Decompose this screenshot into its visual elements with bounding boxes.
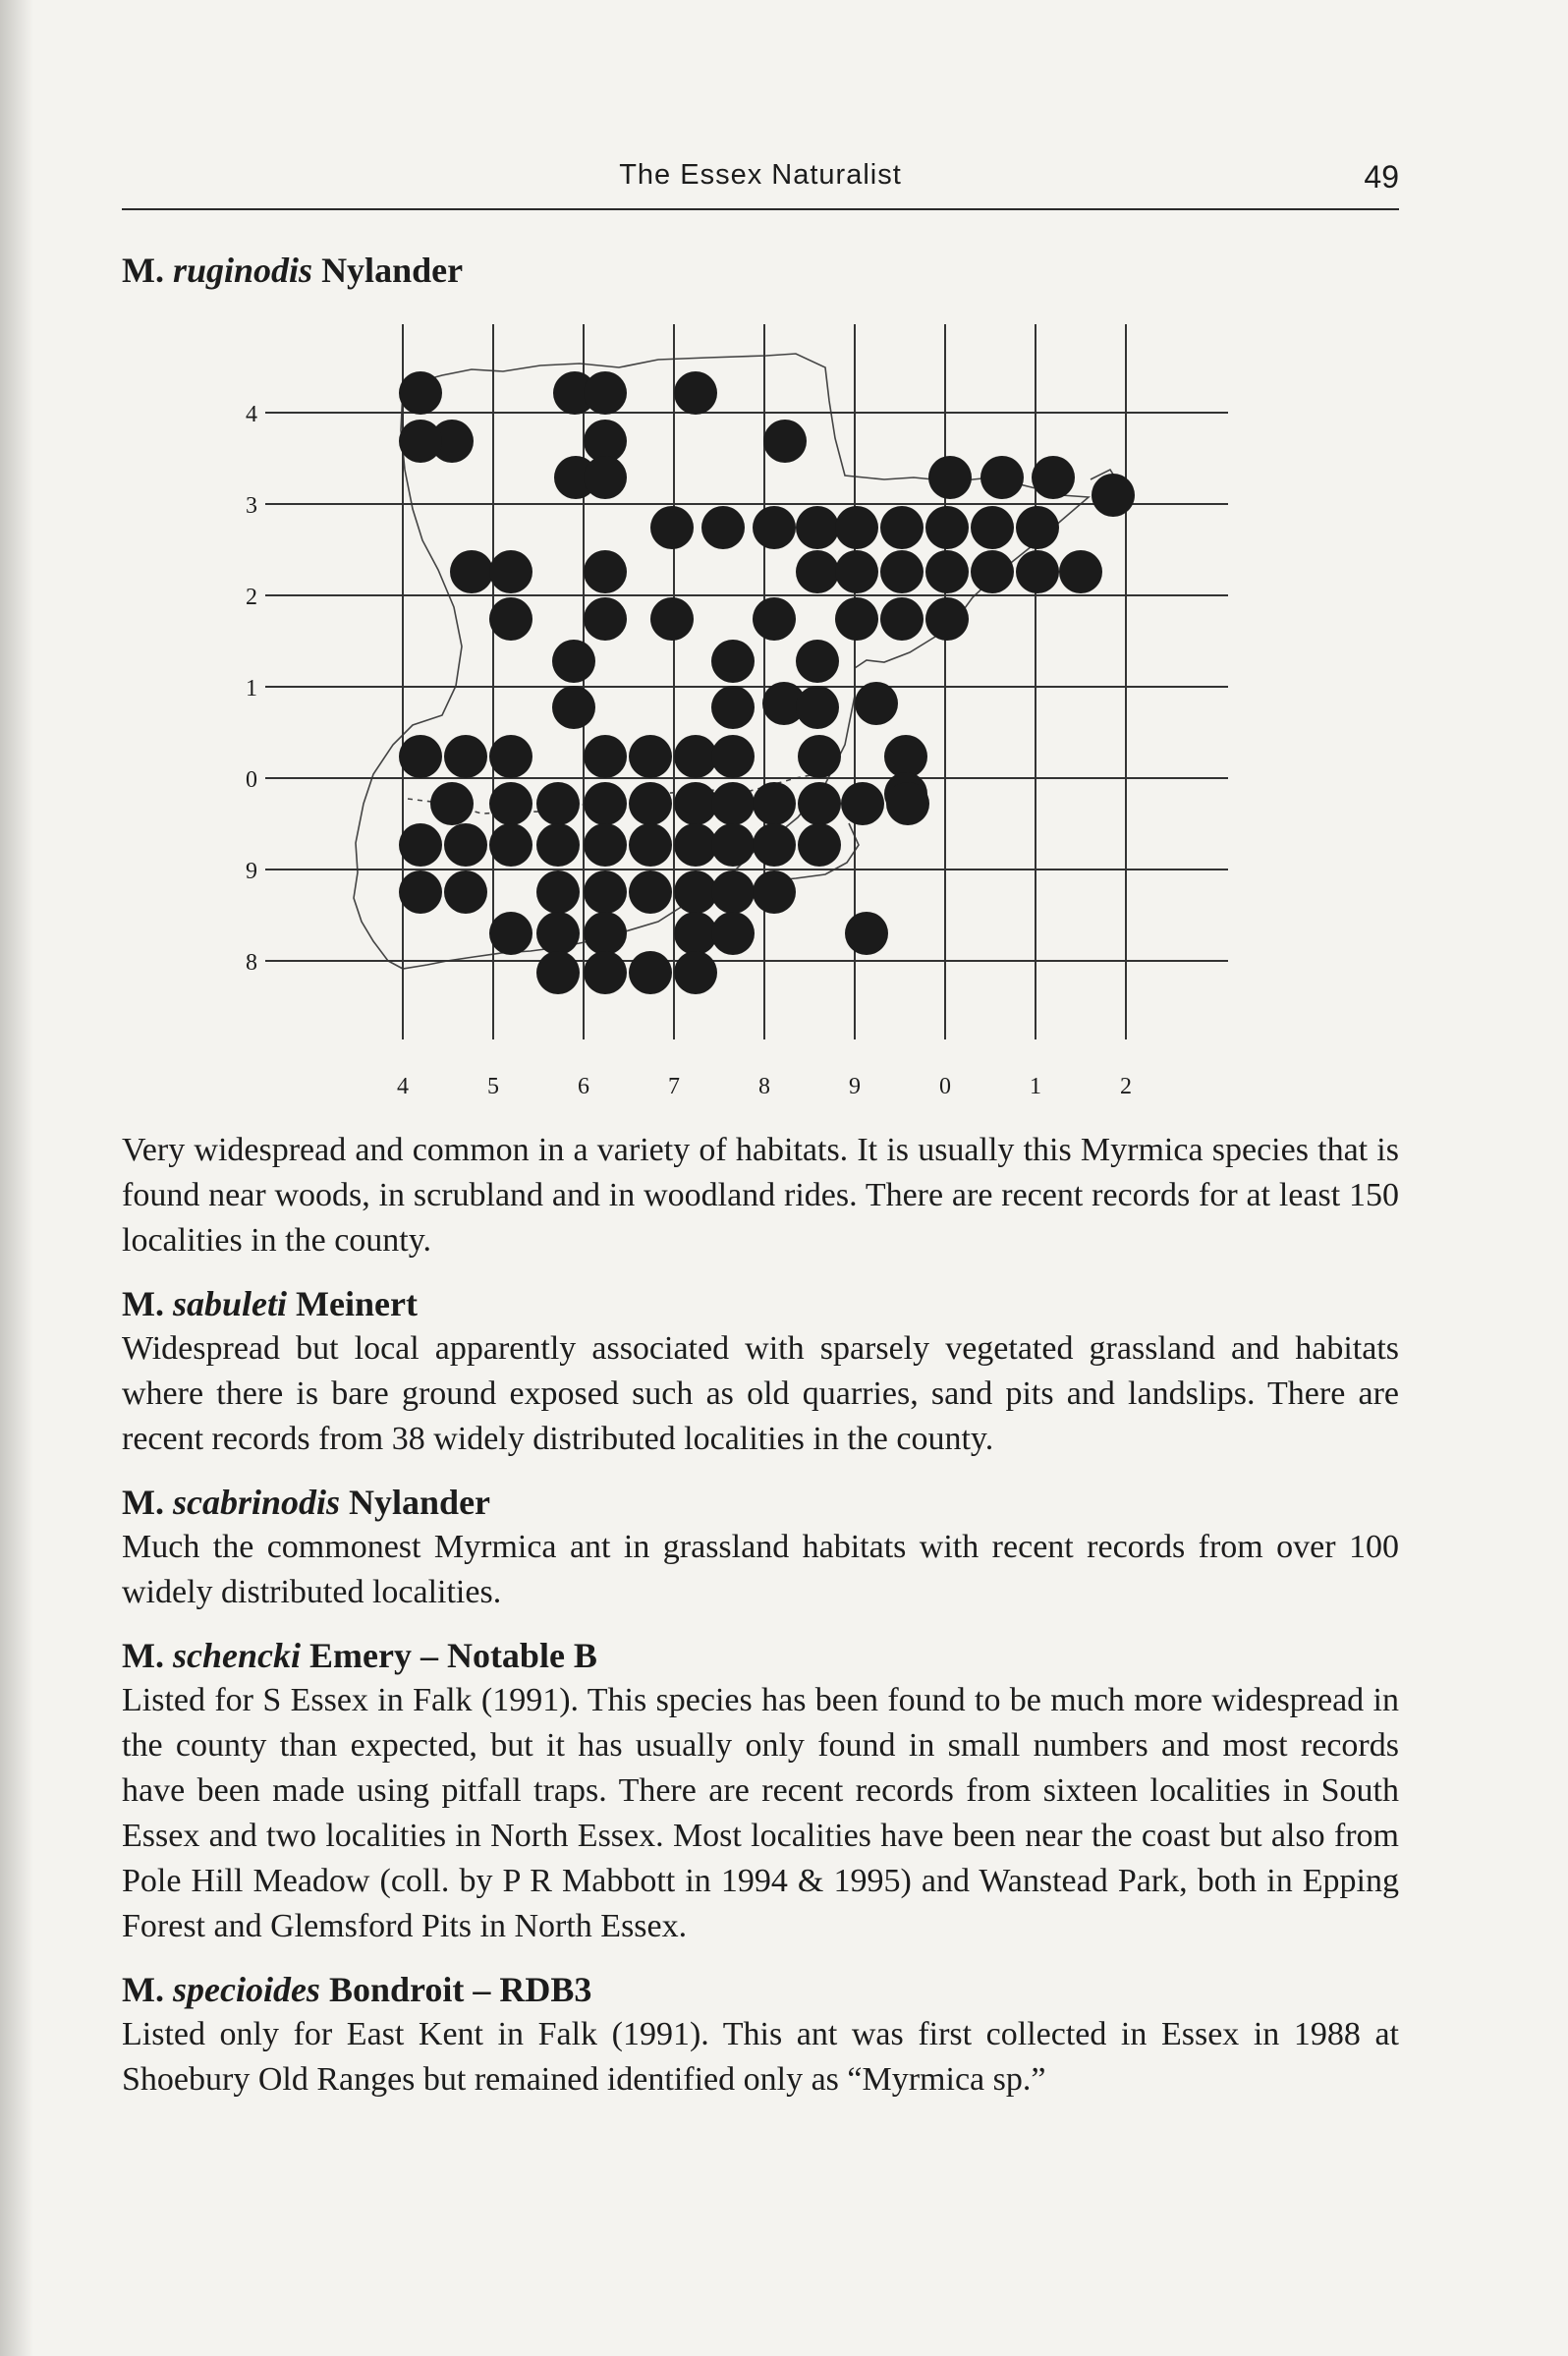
- record-dot: [650, 597, 694, 641]
- record-dot: [489, 912, 532, 955]
- record-dot: [711, 640, 755, 683]
- species-heading-scabrinodis: [122, 1480, 1399, 1525]
- record-dot: [1059, 550, 1102, 593]
- map-row-label: 0: [246, 767, 257, 793]
- record-dot: [536, 951, 580, 994]
- record-dot: [711, 823, 755, 867]
- species-entry-schencki: [122, 1633, 1399, 1949]
- record-dot: [753, 597, 796, 641]
- record-dot: [884, 735, 927, 778]
- record-dot: [753, 823, 796, 867]
- record-dot: [753, 506, 796, 549]
- record-dot: [1016, 550, 1059, 593]
- record-dot: [629, 782, 672, 825]
- record-dot: [536, 912, 580, 955]
- map-col-label: 0: [939, 1074, 951, 1098]
- species-epithet: sabuleti: [172, 1284, 287, 1323]
- record-dot: [584, 735, 627, 778]
- record-dot: [444, 823, 487, 867]
- record-dot: [886, 782, 929, 825]
- species-author: Nylander: [321, 251, 464, 290]
- record-dot: [650, 506, 694, 549]
- map-col-label: 7: [668, 1074, 680, 1098]
- map-col-label: 9: [849, 1074, 861, 1098]
- record-dot: [798, 823, 841, 867]
- species-text-schencki: Listed for S Essex in Falk (1991). This species has been found to be much more widespread in the county than expected, but it has usually only found in small numbers and most records have been made using pitfall traps. There are recent records from sixteen localities in South Essex and two localities in North Essex. Most localities have been near the coast but also from Pole Hill Meadow (coll. by P R Mabbott in 1994 & 1995) and Wanstead Park, both in Epping Forest and Glemsford Pits in North Essex.: [122, 1682, 1399, 1944]
- record-dot: [489, 823, 532, 867]
- record-dot: [711, 912, 755, 955]
- record-dot: [536, 870, 580, 914]
- record-dot: [584, 870, 627, 914]
- record-dot: [674, 371, 717, 415]
- record-dot: [763, 420, 807, 463]
- species-text-scabrinodis: Much the commonest Myrmica ant in grassland habitats with recent records from over 100 widely distributed localities.: [122, 1529, 1399, 1610]
- record-dot: [629, 735, 672, 778]
- map-row-labels: [246, 402, 257, 976]
- record-dot: [711, 870, 755, 914]
- map-row-label: 4: [246, 402, 257, 427]
- record-dot: [845, 912, 888, 955]
- species-epithet: specioides: [172, 1970, 320, 2009]
- map-row-label: 3: [246, 493, 257, 519]
- record-dot: [711, 735, 755, 778]
- record-dot: [552, 686, 595, 729]
- record-dot: [701, 506, 745, 549]
- species-text-ruginodis: Very widespread and common in a variety of habitats. It is usually this Myrmica species that is found near woods, in scrubland and in woodland rides. There are recent records for at least 150 localities in the county.: [122, 1132, 1399, 1259]
- species-author: Meinert: [296, 1284, 418, 1323]
- record-dot: [399, 420, 442, 463]
- map-row-label: 9: [246, 859, 257, 884]
- record-dot: [925, 550, 969, 593]
- record-dot: [444, 870, 487, 914]
- page-edge-shadow: [0, 0, 33, 2356]
- distribution-map: [246, 312, 1248, 1098]
- record-dot: [796, 550, 839, 593]
- record-dot: [489, 782, 532, 825]
- record-dot: [880, 506, 924, 549]
- record-dot: [711, 686, 755, 729]
- species-heading-ruginodis: [122, 250, 463, 291]
- record-dot: [674, 912, 717, 955]
- genus-abbrev: M.: [122, 1483, 164, 1522]
- record-dot: [835, 597, 878, 641]
- record-dot: [798, 782, 841, 825]
- record-dot: [450, 550, 493, 593]
- genus-abbrev: M.: [122, 251, 164, 290]
- record-dot: [796, 686, 839, 729]
- map-col-labels: [397, 1074, 1132, 1098]
- record-dot: [928, 456, 972, 499]
- record-dot: [629, 870, 672, 914]
- map-col-label: 2: [1120, 1074, 1132, 1098]
- record-dot: [489, 735, 532, 778]
- article-body: [122, 1128, 1399, 2120]
- record-dot: [536, 823, 580, 867]
- record-dot: [399, 371, 442, 415]
- map-row-label: 1: [246, 676, 257, 701]
- species-heading-schencki: [122, 1633, 1399, 1678]
- record-dot: [841, 782, 884, 825]
- record-dot: [584, 912, 627, 955]
- record-dot: [674, 951, 717, 994]
- record-dot: [971, 550, 1014, 593]
- record-dot: [399, 870, 442, 914]
- record-dot: [971, 506, 1014, 549]
- record-dot: [674, 870, 717, 914]
- record-dot: [796, 506, 839, 549]
- record-dot: [399, 823, 442, 867]
- record-dot: [674, 735, 717, 778]
- record-dots: [399, 371, 1135, 994]
- species-text-sabuleti: Widespread but local apparently associated with sparsely vegetated grassland and habitats where there is bare ground exposed such as old quarries, sand pits and landslips. There are recent records from 38 widely distributed localities in the county.: [122, 1330, 1399, 1457]
- species-entry-sabuleti: [122, 1281, 1399, 1462]
- species-epithet: schencki: [172, 1636, 301, 1675]
- record-dot: [1032, 456, 1075, 499]
- record-dot: [855, 682, 898, 725]
- map-col-label: 5: [487, 1074, 499, 1098]
- species-author: Nylander: [349, 1483, 491, 1522]
- species-entry-scabrinodis: [122, 1480, 1399, 1615]
- record-dot: [980, 456, 1024, 499]
- species-entry-specioides: [122, 1967, 1399, 2103]
- map-row-label: 2: [246, 585, 257, 610]
- record-dot: [536, 782, 580, 825]
- record-dot: [584, 456, 627, 499]
- record-dot: [674, 782, 717, 825]
- record-dot: [925, 506, 969, 549]
- record-dot: [584, 782, 627, 825]
- record-dot: [584, 371, 627, 415]
- record-dot: [753, 782, 796, 825]
- genus-abbrev: M.: [122, 1636, 164, 1675]
- record-dot: [444, 735, 487, 778]
- species-text-specioides: Listed only for East Kent in Falk (1991). This ant was first collected in Essex in 1988 at Shoebury Old Ranges but remained identified only as “Myrmica sp.”: [122, 2016, 1399, 2098]
- record-dot: [880, 597, 924, 641]
- species-epithet: ruginodis: [172, 251, 313, 290]
- record-dot: [629, 951, 672, 994]
- map-col-label: 6: [578, 1074, 589, 1098]
- record-dot: [399, 735, 442, 778]
- species-entry-ruginodis: [122, 1128, 1399, 1263]
- record-dot: [584, 597, 627, 641]
- map-col-label: 4: [397, 1074, 409, 1098]
- map-col-label: 8: [758, 1074, 770, 1098]
- record-dot: [489, 597, 532, 641]
- species-author: Bondroit – RDB3: [328, 1970, 592, 2009]
- record-dot: [674, 823, 717, 867]
- map-col-label: 1: [1030, 1074, 1041, 1098]
- record-dot: [629, 823, 672, 867]
- record-dot: [753, 870, 796, 914]
- record-dot: [584, 550, 627, 593]
- record-dot: [711, 782, 755, 825]
- map-row-label: 8: [246, 950, 257, 976]
- record-dot: [835, 506, 878, 549]
- record-dot: [584, 823, 627, 867]
- species-heading-sabuleti: [122, 1281, 1399, 1326]
- record-dot: [552, 640, 595, 683]
- record-dot: [1016, 506, 1059, 549]
- page-number: 49: [1364, 159, 1399, 195]
- record-dot: [798, 735, 841, 778]
- running-header: [122, 157, 1399, 210]
- genus-abbrev: M.: [122, 1284, 164, 1323]
- record-dot: [880, 550, 924, 593]
- record-dot: [430, 782, 474, 825]
- species-epithet: scabrinodis: [172, 1483, 341, 1522]
- genus-abbrev: M.: [122, 1970, 164, 2009]
- record-dot: [489, 550, 532, 593]
- journal-title: The Essex Naturalist: [619, 159, 902, 191]
- species-heading-specioides: [122, 1967, 1399, 2012]
- record-dot: [1092, 474, 1135, 517]
- species-author: Emery – Notable B: [308, 1636, 597, 1675]
- record-dot: [584, 951, 627, 994]
- record-dot: [796, 640, 839, 683]
- record-dot: [835, 550, 878, 593]
- record-dot: [925, 597, 969, 641]
